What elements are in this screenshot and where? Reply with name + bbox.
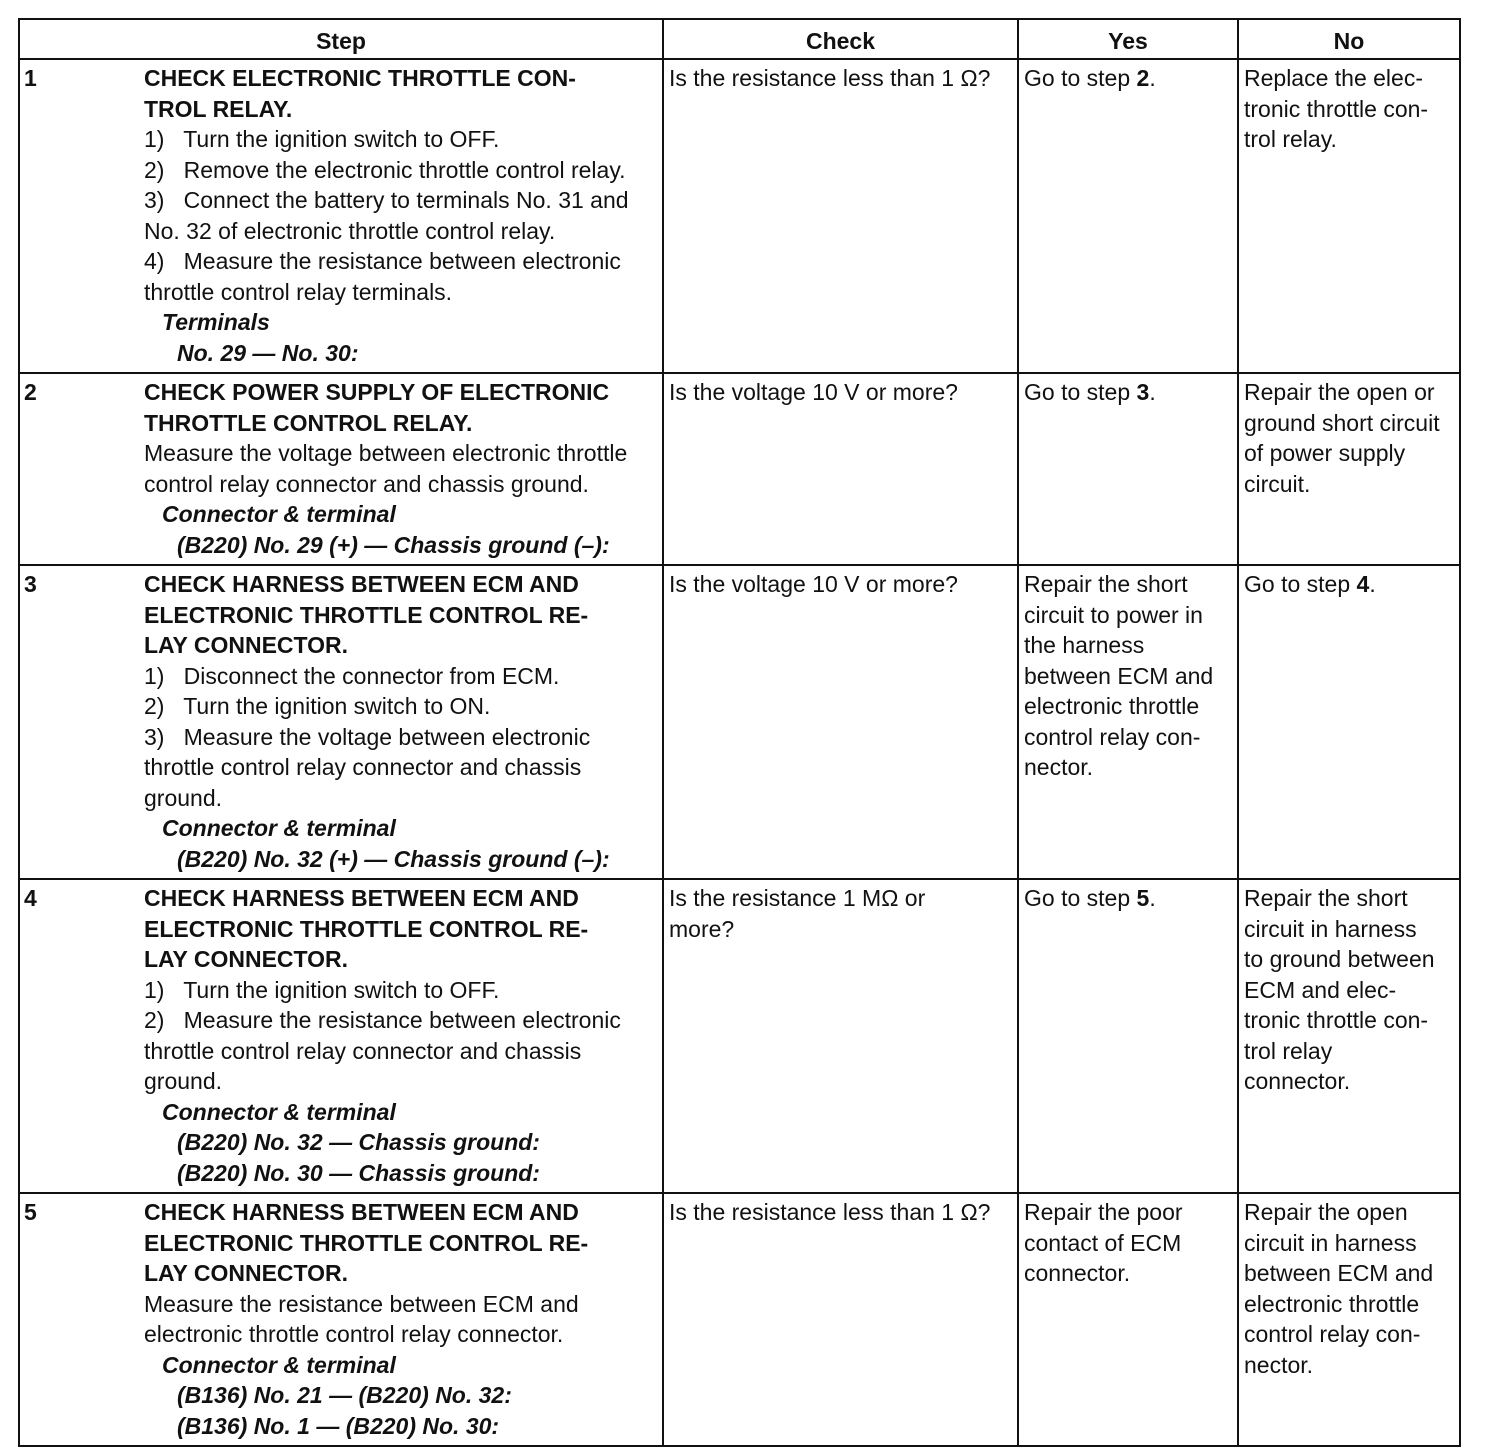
no-line: Repair the open or [1244, 379, 1435, 405]
yes-goto-step-number: 5 [1136, 885, 1150, 911]
spec-value: (B136) No. 1 — (B220) No. 30: [177, 1412, 500, 1439]
spec-label: Connector & terminal [162, 1351, 396, 1378]
spec-label: Terminals [162, 309, 270, 335]
spec-value: (B220) No. 30 — Chassis ground: [177, 1159, 540, 1186]
spec-value: (B136) No. 21 — (B220) No. 32: [177, 1382, 512, 1408]
no-cell [1238, 565, 1460, 879]
no-line: of power supply [1244, 440, 1406, 466]
instruction-line: Measure the voltage between electronic throttle [144, 440, 628, 466]
step-title-line: TROL RELAY. [144, 95, 293, 122]
no-line: Repair the short [1244, 885, 1408, 911]
check-cell [663, 59, 1018, 373]
yes-goto-suffix: . [1149, 379, 1156, 405]
yes-line: contact of ECM [1024, 1229, 1182, 1256]
check-line: Is the voltage 10 V or more? [669, 571, 958, 597]
no-line: between ECM and [1244, 1260, 1434, 1286]
header-check: Check [663, 19, 1018, 59]
yes-goto-suffix: . [1149, 65, 1156, 91]
no-line: trol relay. [1244, 126, 1337, 152]
no-line: to ground between [1244, 946, 1435, 972]
no-line: tronic throttle con- [1244, 1007, 1429, 1033]
no-line: circuit. [1244, 470, 1311, 497]
step-cell [19, 565, 663, 879]
check-cell [663, 565, 1018, 879]
spec-value: (B220) No. 32 — Chassis ground: [177, 1129, 540, 1155]
step-title-line: CHECK HARNESS BETWEEN ECM AND [144, 571, 579, 597]
no-line: control relay con- [1244, 1321, 1421, 1347]
instruction-line: ground. [144, 784, 223, 811]
no-goto-suffix: . [1369, 571, 1376, 597]
diagnostic-table [18, 18, 1461, 1447]
header-no: No [1238, 19, 1460, 59]
step-cell [19, 1193, 663, 1446]
instruction-line: 3) Connect the battery to terminals No. 31 and [144, 187, 629, 213]
spec-value: No. 29 — No. 30: [177, 339, 359, 366]
no-goto-text: Go to step [1244, 571, 1351, 597]
no-cell [1238, 879, 1460, 1193]
yes-cell [1018, 373, 1238, 565]
yes-cell [1018, 1193, 1238, 1446]
check-cell [663, 879, 1018, 1193]
check-line: Is the resistance less than 1 Ω? [669, 1199, 991, 1225]
step-title-line: THROTTLE CONTROL RELAY. [144, 409, 473, 436]
step-title-line: CHECK POWER SUPPLY OF ELECTRONIC [144, 379, 610, 405]
yes-line: the harness [1024, 632, 1145, 658]
no-line: ground short circuit [1244, 409, 1440, 436]
step-title-line: CHECK ELECTRONIC THROTTLE CON- [144, 65, 576, 91]
step-title-line: LAY CONNECTOR. [144, 1260, 349, 1286]
yes-line: control relay con- [1024, 723, 1201, 750]
yes-line: Repair the poor [1024, 1199, 1183, 1225]
instruction-line: No. 32 of electronic throttle control relay. [144, 217, 556, 244]
check-cell [663, 373, 1018, 565]
table-row [19, 1193, 1460, 1446]
instruction-line: control relay connector and chassis ground. [144, 470, 589, 497]
table-row [19, 373, 1460, 565]
step-title-line: ELECTRONIC THROTTLE CONTROL RE- [144, 915, 589, 942]
step-number: 2 [24, 379, 37, 405]
table-row [19, 59, 1460, 373]
check-line: Is the resistance 1 MΩ or [669, 885, 926, 911]
instruction-line: throttle control relay connector and chassis [144, 1037, 582, 1064]
yes-line: connector. [1024, 1260, 1131, 1286]
no-line: ECM and elec- [1244, 976, 1397, 1003]
table-body [19, 59, 1460, 1446]
instruction-line: 2) Remove the electronic throttle control relay. [144, 156, 626, 183]
check-line: more? [669, 915, 735, 942]
spec-value: (B220) No. 29 (+) — Chassis ground (–): [177, 531, 610, 558]
spec-label: Connector & terminal [162, 1098, 396, 1125]
yes-goto-step-number: 3 [1136, 379, 1150, 405]
no-line: connector. [1244, 1068, 1351, 1094]
instruction-line: 1) Turn the ignition switch to OFF. [144, 126, 500, 152]
instruction-line: throttle control relay terminals. [144, 278, 453, 305]
no-line: trol relay [1244, 1037, 1333, 1064]
no-line: circuit in harness [1244, 1229, 1417, 1256]
step-number: 3 [24, 571, 37, 597]
check-cell [663, 1193, 1018, 1446]
step-cell [19, 59, 663, 373]
yes-cell [1018, 879, 1238, 1193]
instruction-line: ground. [144, 1068, 223, 1094]
table-row [19, 565, 1460, 879]
no-line: Replace the elec- [1244, 65, 1423, 91]
table-row [19, 879, 1460, 1193]
step-cell [19, 373, 663, 565]
step-cell [19, 879, 663, 1193]
instruction-line: 1) Disconnect the connector from ECM. [144, 662, 560, 689]
no-line: Repair the open [1244, 1199, 1408, 1225]
yes-goto-text: Go to step [1024, 65, 1131, 91]
step-title-line: CHECK HARNESS BETWEEN ECM AND [144, 1199, 579, 1225]
yes-line: Repair the short [1024, 571, 1188, 597]
instruction-line: electronic throttle control relay connector. [144, 1321, 564, 1347]
spec-label: Connector & terminal [162, 815, 396, 841]
check-line: Is the voltage 10 V or more? [669, 379, 958, 405]
instruction-line: 4) Measure the resistance between electronic [144, 248, 621, 274]
step-number: 1 [24, 65, 37, 91]
spec-label: Connector & terminal [162, 501, 396, 527]
no-line: circuit in harness [1244, 915, 1417, 942]
instruction-line: 3) Measure the voltage between electronic [144, 723, 591, 750]
step-title-line: ELECTRONIC THROTTLE CONTROL RE- [144, 1229, 589, 1256]
yes-goto-suffix: . [1149, 885, 1156, 911]
step-number: 5 [24, 1199, 37, 1225]
yes-goto-text: Go to step [1024, 379, 1131, 405]
step-title-line: LAY CONNECTOR. [144, 946, 349, 972]
step-title-line: LAY CONNECTOR. [144, 632, 349, 658]
no-line: tronic throttle con- [1244, 95, 1429, 122]
yes-line: electronic throttle [1024, 693, 1200, 719]
instruction-line: 1) Turn the ignition switch to OFF. [144, 976, 500, 1003]
step-title-line: CHECK HARNESS BETWEEN ECM AND [144, 885, 579, 911]
instruction-line: 2) Turn the ignition switch to ON. [144, 693, 491, 719]
header-step: Step [19, 19, 663, 59]
yes-cell [1018, 565, 1238, 879]
no-cell [1238, 1193, 1460, 1446]
spec-value: (B220) No. 32 (+) — Chassis ground (–): [177, 845, 610, 872]
yes-goto-text: Go to step [1024, 885, 1131, 911]
yes-line: between ECM and [1024, 662, 1214, 689]
step-number: 4 [24, 885, 37, 911]
no-cell [1238, 59, 1460, 373]
instruction-line: throttle control relay connector and chassis [144, 754, 582, 780]
yes-line: circuit to power in [1024, 601, 1203, 628]
no-line: nector. [1244, 1351, 1314, 1378]
no-cell [1238, 373, 1460, 565]
no-line: electronic throttle [1244, 1290, 1420, 1317]
header-row [19, 19, 1460, 59]
instruction-line: Measure the resistance between ECM and [144, 1290, 579, 1317]
yes-goto-step-number: 2 [1136, 65, 1150, 91]
instruction-line: 2) Measure the resistance between electronic [144, 1007, 621, 1033]
no-goto-step-number: 4 [1356, 571, 1370, 597]
step-title-line: ELECTRONIC THROTTLE CONTROL RE- [144, 601, 589, 628]
header-yes: Yes [1018, 19, 1238, 59]
yes-line: nector. [1024, 754, 1094, 780]
check-line: Is the resistance less than 1 Ω? [669, 65, 991, 91]
yes-cell [1018, 59, 1238, 373]
